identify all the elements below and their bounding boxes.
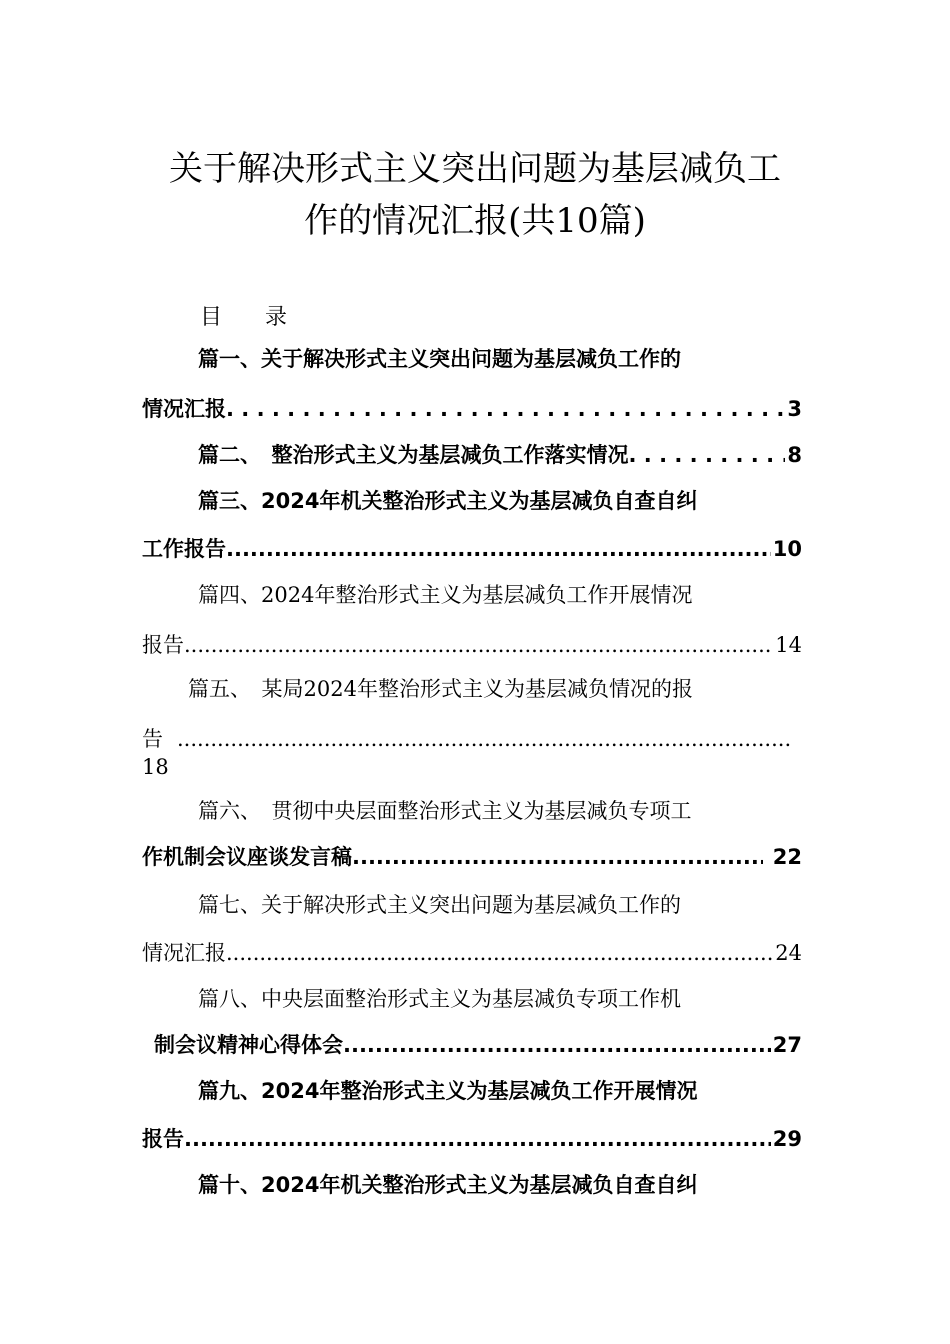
toc-entry-3-page: 10	[772, 537, 802, 561]
toc-entry-6-page: 22	[772, 845, 802, 869]
toc-entry-6[interactable]	[142, 842, 802, 872]
toc-entry-2-page: 8	[787, 443, 802, 467]
toc-leader	[226, 394, 785, 424]
toc-entry-4-page: 14	[775, 633, 802, 657]
toc-leader	[343, 1030, 771, 1060]
toc-entry-9-cont: 报告	[142, 1127, 184, 1151]
toc-entry-5-cont: 告	[142, 727, 163, 751]
toc-entry-4-cont: 报告	[142, 633, 184, 657]
toc-entry-8-page: 27	[772, 1033, 802, 1057]
toc-entry-6-cont: 作机制会议座谈发言稿	[142, 845, 352, 869]
toc-entry-4-title: 篇四、2024年整治形式主义为基层减负工作开展情况	[198, 583, 693, 607]
toc-entry-7-title: 篇七、关于解决形式主义突出问题为基层减负工作的	[198, 893, 681, 917]
toc-leader	[226, 938, 773, 968]
document-title-line-2: 作的情况汇报(共10篇)	[304, 201, 646, 241]
toc-entry-1[interactable]	[142, 394, 802, 424]
toc-heading: 目 录	[200, 305, 305, 330]
toc-entry-4[interactable]	[142, 630, 802, 660]
document-title-line-1: 关于解决形式主义突出问题为基层减负工	[169, 149, 781, 189]
toc-entry-1-cont: 情况汇报	[142, 397, 226, 421]
toc-entry-8[interactable]	[154, 1030, 802, 1060]
toc-entry-5-page: 18	[142, 755, 169, 779]
toc-entry-2[interactable]	[198, 440, 802, 470]
toc-entry-6-title: 篇六、 贯彻中央层面整治形式主义为基层减负专项工	[198, 799, 692, 823]
toc-entry-9-page: 29	[772, 1127, 802, 1151]
toc-entry-3-title: 篇三、2024年机关整治形式主义为基层减负自查自纠	[198, 489, 698, 513]
toc-entry-1-page: 3	[787, 397, 802, 421]
toc-leader	[629, 440, 786, 470]
toc-leader	[184, 1124, 771, 1154]
toc-entry-3-cont: 工作报告	[142, 537, 226, 561]
toc-entry-2-title: 篇二、 整治形式主义为基层减负工作落实情况	[198, 443, 629, 467]
toc-entry-3[interactable]	[142, 534, 802, 564]
toc-entry-7[interactable]	[142, 938, 802, 968]
toc-entry-5-title: 篇五、 某局2024年整治形式主义为基层减负情况的报	[188, 677, 693, 701]
toc-leader	[352, 842, 763, 872]
toc-entry-10-title[interactable]: 篇十、2024年机关整治形式主义为基层减负自查自纠	[198, 1173, 698, 1197]
toc-entry-8-cont: 制会议精神心得体会	[154, 1033, 343, 1057]
toc-leader	[184, 630, 773, 660]
toc-entry-1-title: 篇一、关于解决形式主义突出问题为基层减负工作的	[198, 347, 681, 371]
toc-leader	[163, 724, 790, 754]
toc-entry-9[interactable]	[142, 1124, 802, 1154]
toc-entry-7-page: 24	[775, 941, 802, 965]
toc-entry-5[interactable]	[142, 724, 790, 754]
toc-entry-9-title: 篇九、2024年整治形式主义为基层减负工作开展情况	[198, 1079, 698, 1103]
toc-leader	[226, 534, 771, 564]
toc-entry-7-cont: 情况汇报	[142, 941, 226, 965]
toc-entry-8-title: 篇八、中央层面整治形式主义为基层减负专项工作机	[198, 987, 681, 1011]
